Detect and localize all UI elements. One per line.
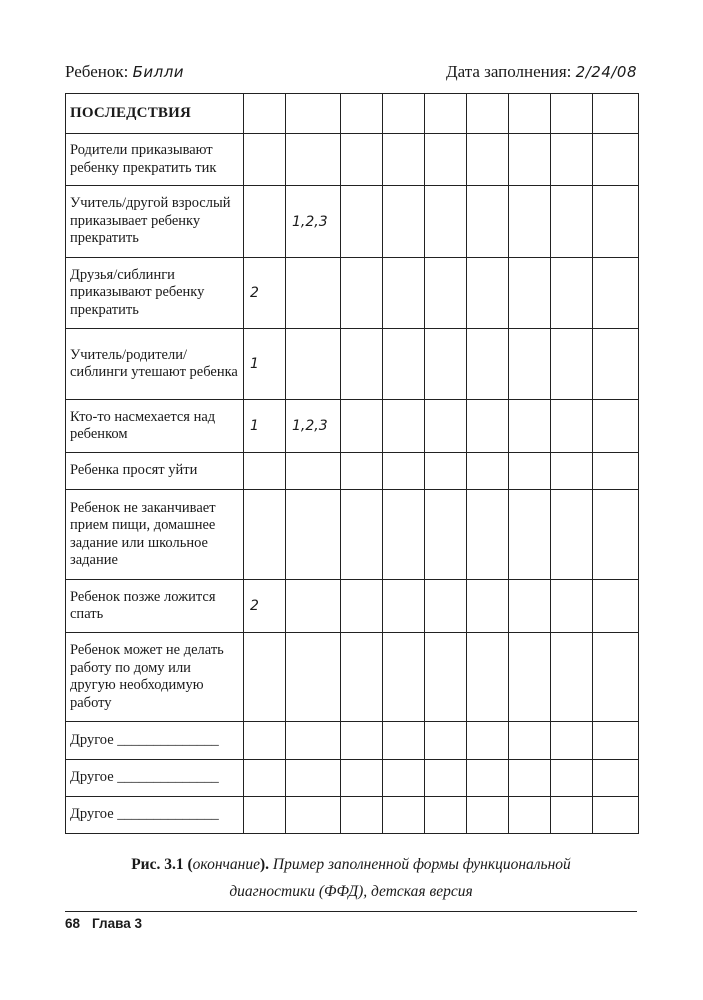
row-label: Другое ______________: [66, 760, 244, 797]
mark-cell: [509, 760, 551, 797]
mark-cell: [425, 633, 467, 722]
mark-cell: [244, 760, 286, 797]
caption-text-2: диагностики (ФФД), детская версия: [229, 883, 473, 900]
mark-cell: [509, 94, 551, 134]
mark-cell: [509, 722, 551, 760]
mark-cell: [509, 134, 551, 186]
mark-cell: [551, 633, 593, 722]
page-number: 68: [65, 916, 81, 931]
mark-cell: [593, 797, 639, 834]
mark-cell: [551, 134, 593, 186]
mark-cell: [341, 722, 383, 760]
mark-cell: [551, 797, 593, 834]
mark-cell: [341, 329, 383, 400]
mark-cell: [341, 134, 383, 186]
mark-cell: [286, 797, 341, 834]
table-row: [66, 186, 639, 258]
figure-number: Рис. 3.1: [131, 856, 184, 873]
mark-cell: [286, 490, 341, 580]
row-label: Ребенок не заканчивает прием пищи, домашнее задание или школьное задание: [66, 490, 244, 580]
table-row: [66, 453, 639, 490]
date-field: [446, 62, 637, 82]
mark-cell: [467, 258, 509, 329]
mark-cell: [551, 760, 593, 797]
mark-cell: [425, 722, 467, 760]
mark-cell: [593, 453, 639, 490]
table-row: [66, 760, 639, 797]
table-row: [66, 134, 639, 186]
mark-cell: [551, 722, 593, 760]
mark-cell: [509, 490, 551, 580]
table-row: [66, 797, 639, 834]
footer-rule: [65, 911, 637, 912]
mark-cell: [467, 134, 509, 186]
row-label: Ребенок позже ложится спать: [66, 580, 244, 633]
figure-caption: [65, 851, 637, 905]
mark-cell: [286, 722, 341, 760]
mark-cell: [341, 258, 383, 329]
table-row: [66, 258, 639, 329]
mark-cell: 1: [244, 329, 286, 400]
child-label: Ребенок:: [65, 62, 133, 81]
mark-cell: [593, 490, 639, 580]
caption-paren-open: (: [183, 856, 193, 873]
mark-cell: 1,2,3: [286, 400, 341, 453]
mark-cell: [341, 580, 383, 633]
caption-line-1: [65, 851, 637, 878]
mark-cell: [383, 258, 425, 329]
caption-paren-close: ).: [259, 856, 273, 873]
mark-cell: 1: [244, 400, 286, 453]
mark-cell: [509, 329, 551, 400]
mark-cell: 2: [244, 258, 286, 329]
row-label: Ребенок может не делать работу по дому или другую необходимую работу: [66, 633, 244, 722]
mark-cell: [383, 580, 425, 633]
mark-cell: [425, 186, 467, 258]
mark-cell: [383, 329, 425, 400]
table-row: [66, 490, 639, 580]
mark-cell: [551, 490, 593, 580]
mark-cell: [341, 490, 383, 580]
mark-cell: [551, 186, 593, 258]
mark-cell: [383, 453, 425, 490]
mark-cell: [551, 453, 593, 490]
row-label: Другое ______________: [66, 722, 244, 760]
mark-cell: [383, 186, 425, 258]
mark-cell: [341, 760, 383, 797]
mark-cell: [467, 186, 509, 258]
mark-cell: [425, 400, 467, 453]
table-row: [66, 633, 639, 722]
mark-cell: [244, 633, 286, 722]
mark-cell: [341, 633, 383, 722]
table-row: [66, 329, 639, 400]
mark-cell: [244, 490, 286, 580]
mark-cell: [467, 453, 509, 490]
mark-cell: 2: [244, 580, 286, 633]
mark-cell: [425, 580, 467, 633]
mark-cell: [383, 400, 425, 453]
mark-cell: [383, 722, 425, 760]
mark-cell: [425, 490, 467, 580]
mark-cell: [425, 258, 467, 329]
mark-cell: [425, 760, 467, 797]
mark-cell: [593, 722, 639, 760]
mark-cell: [593, 258, 639, 329]
caption-ending: окончание: [192, 856, 260, 873]
mark-cell: [509, 258, 551, 329]
mark-cell: [551, 400, 593, 453]
mark-cell: [286, 134, 341, 186]
mark-cell: [244, 453, 286, 490]
mark-cell: [383, 94, 425, 134]
mark-cell: [341, 400, 383, 453]
column-heading: ПОСЛЕДСТВИЯ: [66, 94, 244, 134]
row-label: Ребенка просят уйти: [66, 453, 244, 490]
row-label: Учитель/другой взрослый приказывает ребенку прекратить: [66, 186, 244, 258]
mark-cell: [383, 633, 425, 722]
mark-cell: 1,2,3: [286, 186, 341, 258]
chapter-label: Глава 3: [92, 916, 142, 931]
mark-cell: [244, 722, 286, 760]
mark-cell: [509, 186, 551, 258]
mark-cell: [425, 94, 467, 134]
row-label: Родители приказывают ребенку прекратить тик: [66, 134, 244, 186]
mark-cell: [593, 633, 639, 722]
mark-cell: [509, 400, 551, 453]
mark-cell: [551, 258, 593, 329]
mark-cell: [593, 760, 639, 797]
child-name: Билли: [132, 63, 185, 81]
date-value: 2/24/08: [575, 63, 637, 81]
page-footer: [65, 916, 142, 931]
mark-cell: [244, 797, 286, 834]
mark-cell: [467, 722, 509, 760]
mark-cell: [244, 186, 286, 258]
mark-cell: [286, 633, 341, 722]
mark-cell: [425, 453, 467, 490]
mark-cell: [467, 797, 509, 834]
mark-cell: [286, 258, 341, 329]
mark-cell: [593, 329, 639, 400]
mark-cell: [286, 760, 341, 797]
mark-cell: [467, 94, 509, 134]
table-row: [66, 722, 639, 760]
table-row: [66, 400, 639, 453]
mark-cell: [286, 453, 341, 490]
mark-cell: [551, 580, 593, 633]
mark-cell: [425, 329, 467, 400]
mark-cell: [593, 400, 639, 453]
mark-cell: [425, 134, 467, 186]
mark-cell: [244, 94, 286, 134]
caption-text-1: Пример заполненной формы функциональной: [272, 856, 571, 873]
row-label: Друзья/сиблинги приказывают ребенку прекратить: [66, 258, 244, 329]
mark-cell: [383, 760, 425, 797]
mark-cell: [593, 134, 639, 186]
mark-cell: [383, 797, 425, 834]
child-field: [65, 62, 184, 82]
mark-cell: [467, 760, 509, 797]
date-label: Дата заполнения:: [446, 62, 576, 81]
row-label: Другое ______________: [66, 797, 244, 834]
mark-cell: [467, 490, 509, 580]
row-label: Кто-то насмехается над ребенком: [66, 400, 244, 453]
mark-cell: [467, 400, 509, 453]
mark-cell: [551, 329, 593, 400]
mark-cell: [593, 94, 639, 134]
mark-cell: [509, 580, 551, 633]
mark-cell: [341, 94, 383, 134]
mark-cell: [509, 633, 551, 722]
mark-cell: [467, 580, 509, 633]
mark-cell: [341, 186, 383, 258]
mark-cell: [467, 633, 509, 722]
mark-cell: [286, 329, 341, 400]
mark-cell: [286, 580, 341, 633]
mark-cell: [244, 134, 286, 186]
mark-cell: [286, 94, 341, 134]
table-row: [66, 580, 639, 633]
table-header-row: [66, 94, 639, 134]
mark-cell: [425, 797, 467, 834]
mark-cell: [509, 797, 551, 834]
mark-cell: [467, 329, 509, 400]
mark-cell: [593, 186, 639, 258]
mark-cell: [509, 453, 551, 490]
mark-cell: [341, 797, 383, 834]
mark-cell: [341, 453, 383, 490]
mark-cell: [551, 94, 593, 134]
mark-cell: [593, 580, 639, 633]
consequences-table: [65, 93, 639, 834]
mark-cell: [383, 490, 425, 580]
row-label: Учитель/родители/ сиблинги утешают ребенка: [66, 329, 244, 400]
mark-cell: [383, 134, 425, 186]
form-header: [65, 62, 637, 86]
